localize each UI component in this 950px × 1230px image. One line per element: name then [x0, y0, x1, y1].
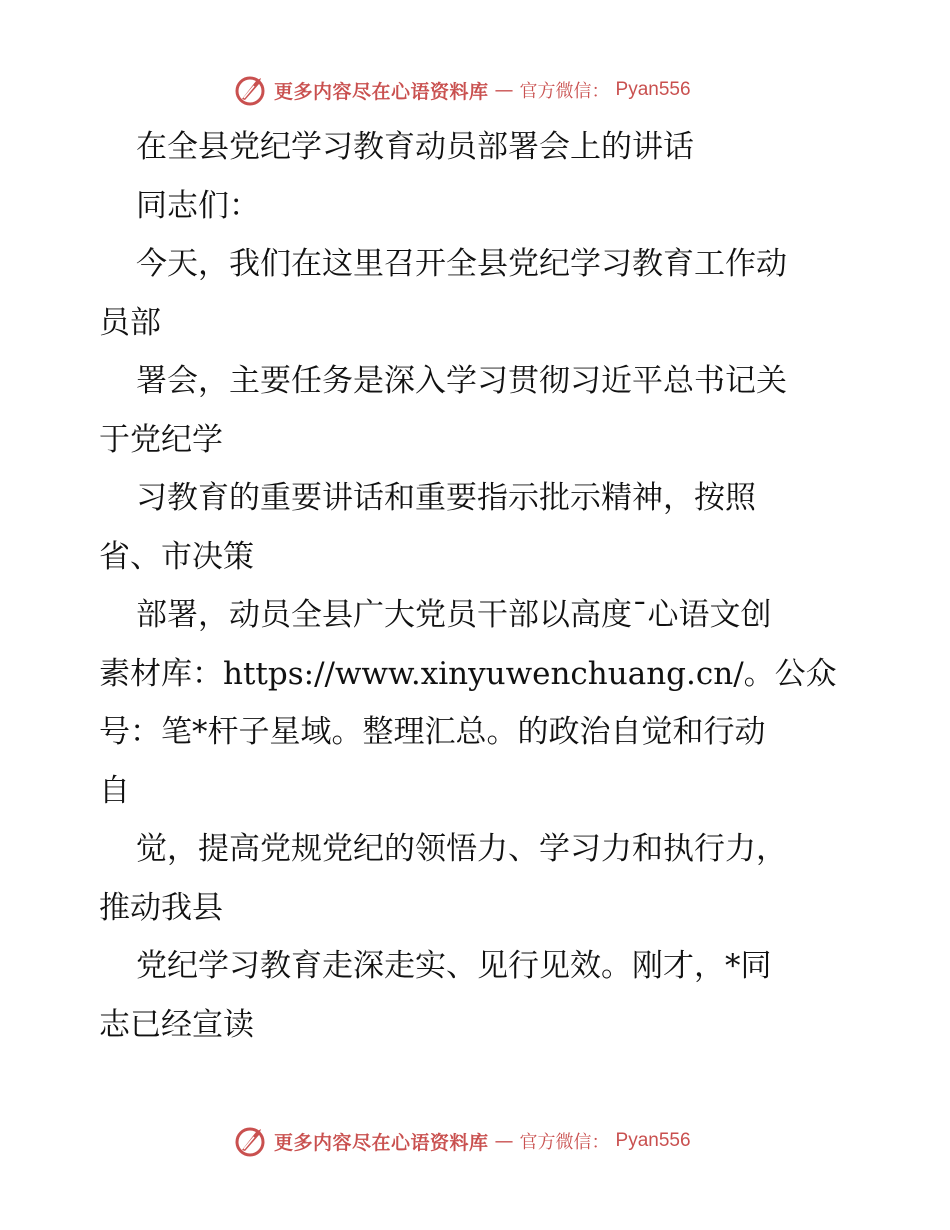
document-body: [99, 118, 859, 1054]
body-line: 今天，我们在这里召开全县党纪学习教育工作动: [136, 246, 787, 282]
body-line: 省、市决策: [99, 538, 254, 575]
footer-banner: [234, 1123, 754, 1159]
body-line: 推动我县: [99, 889, 223, 926]
banner-separator: —: [494, 79, 514, 101]
banner-contact-label: 官方微信：: [519, 81, 610, 102]
banner-brand-text: 更多内容尽在心语资料库: [274, 1131, 489, 1154]
banner-contact-label: 官方微信：: [519, 1132, 610, 1153]
body-line: 党纪学习教育走深走实、见行见效。刚才，*同: [136, 948, 772, 984]
quill-pen-logo-icon: [234, 1124, 268, 1158]
body-line: 于党纪学: [99, 421, 223, 458]
quill-pen-logo-icon: [234, 73, 268, 107]
banner-brand-text: 更多内容尽在心语资料库: [274, 80, 489, 103]
body-line: 自: [99, 772, 130, 809]
salutation: 同志们：: [136, 187, 260, 224]
body-line: 觉，提高党规党纪的领悟力、学习力和执行力，: [136, 831, 787, 867]
banner-separator: —: [494, 1130, 514, 1152]
body-line: 号：笔*杆子星域。整理汇总。的政治自觉和行动: [99, 714, 766, 750]
document-title: 在全县党纪学习教育动员部署会上的讲话: [136, 129, 694, 165]
banner-contact-id: Pyan556: [615, 79, 691, 100]
header-banner: [234, 72, 754, 108]
body-line: 员部: [99, 304, 161, 341]
body-line: 素材库：https://www.xinyuwenchuang.cn/。公众: [99, 655, 837, 692]
body-line: 署会，主要任务是深入学习贯彻习近平总书记关: [136, 363, 787, 399]
banner-contact-id: Pyan556: [615, 1130, 691, 1151]
body-line: 部署，动员全县广大党员干部以高度¯心语文创: [136, 597, 772, 633]
body-line: 志已经宣读: [99, 1006, 254, 1043]
body-line: 习教育的重要讲话和重要指示批示精神，按照: [136, 480, 756, 516]
